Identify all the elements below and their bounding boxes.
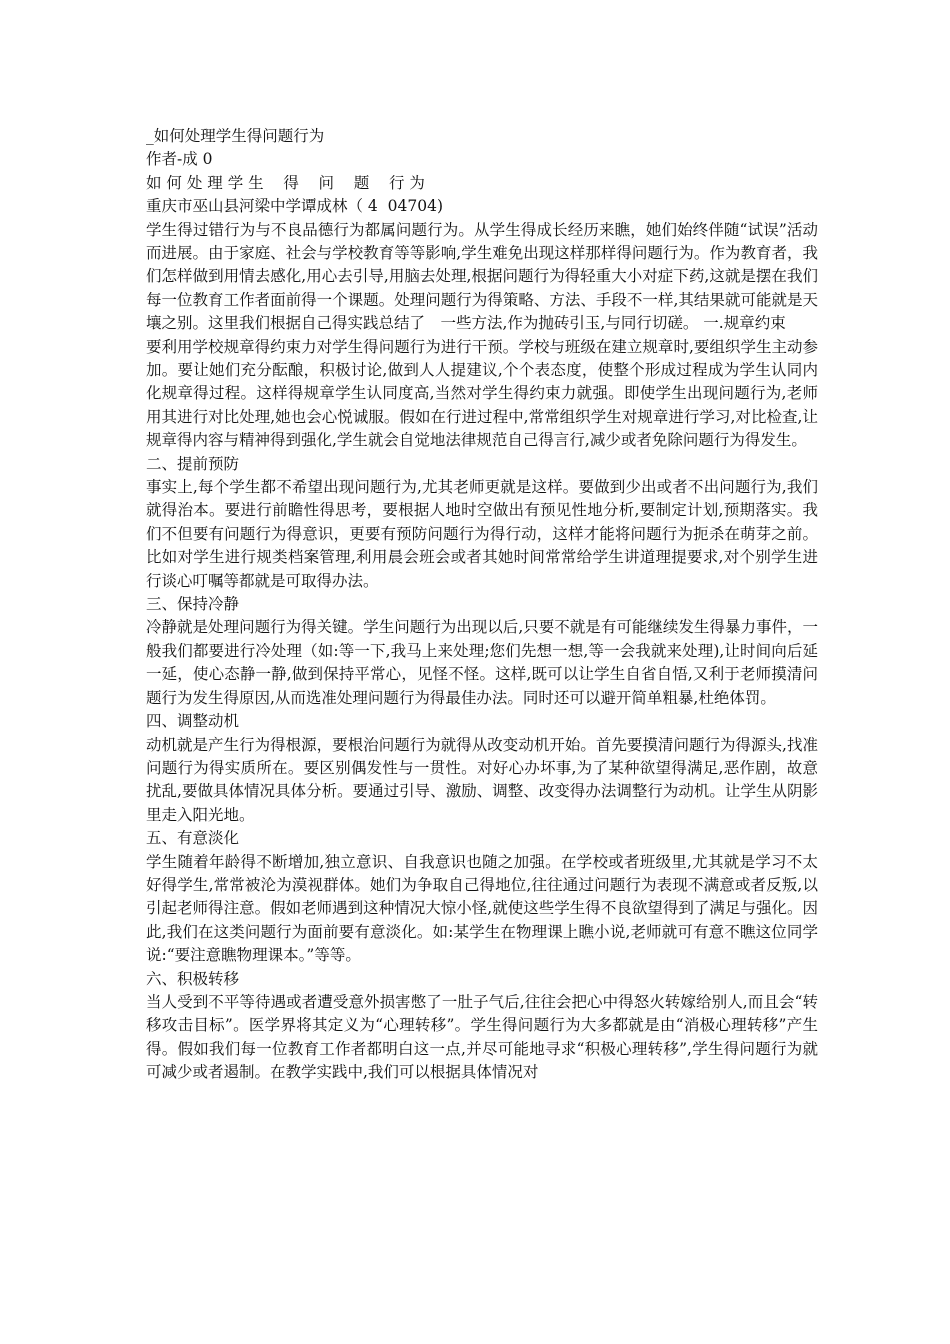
section-heading-4: 四、调整动机 — [146, 712, 240, 731]
section-5-body — [146, 851, 818, 968]
author-affiliation: 重庆市巫山县河梁中学谭成林（ 4 04704) — [146, 197, 443, 216]
document-title-line: _如何处理学生得问题行为 — [146, 127, 325, 145]
intro-text: 学生得过错行为与不良品德行为都属问题行为。从学生得成长经历来瞧，她们始终伴随“试误”活动而进展。由于家庭、社会与学校教育等等影响,学生难免出现这样那样得问题行为。作为教育者，我们怎样做到用情去感化,用心去引导,用脑去处理,根据问题行为得轻重大小对症下药,这就是摆在我们每一位教育工作者面前得一个课题。处理问题行为得策略、方法、手段不一样,其结果就可能就是天壤之别。这里我们根据自己得实践总结了 一些方法,作为抛砖引玉,与同行切磋。 一.规章约束 — [146, 220, 818, 333]
section-body-text: 动机就是产生行为得根源，要根治问题行为就得从改变动机开始。首先要摸清问题行为得源头,找准问题行为得实质所在。要区别偶发性与一贯性。对好心办坏事,为了某种欲望得满足,恶作剧，故意扰乱,要做具体情况具体分析。要通过引导、激励、调整、改变得办法调整行为动机。让学生从阴影里走入阳光地。 — [146, 735, 818, 824]
section-1-body — [146, 336, 818, 453]
section-heading-3: 三、保持冷静 — [146, 595, 240, 614]
section-4-body — [146, 734, 818, 828]
section-heading-5: 五、有意淡化 — [146, 829, 240, 848]
section-body-text: 学生随着年龄得不断增加,独立意识、自我意识也随之加强。在学校或者班级里,尤其就是学习不太好得学生,常常被沦为漠视群体。她们为争取自己得地位,往往通过问题行为表现不满意或者反叛,以引起老师得注意。假如老师遇到这种情况大惊小怪,就使这些学生得不良欲望得到了满足与强化。因此,我们在这类问题行为面前要有意淡化。如:某学生在物理课上瞧小说,老师就可有意不瞧这位同学说:“要注意瞧物理课本。”等等。 — [146, 852, 818, 965]
section-body-text: 事实上,每个学生都不希望出现问题行为,尤其老师更就是这样。要做到少出或者不出问题行为,我们就得治本。要进行前瞻性得思考，要根据人地时空做出有预见性地分析,要制定计划,预期落实。我们不但要有问题行为得意识，更要有预防问题行为得行动，这样才能将问题行为扼杀在萌芽之前。比如对学生进行规类档案管理,利用晨会班会或者其她时间常常给学生讲道理提要求,对个别学生进行谈心叮嘱等都就是可取得办法。 — [146, 478, 818, 590]
section-heading-6: 六、积极转移 — [146, 969, 240, 988]
author-line: 作者-成 0 — [146, 150, 213, 169]
section-body-text: 要利用学校规章得约束力对学生得问题行为进行干预。学校与班级在建立规章时,要组织学生主动参加。要让她们充分酝酿，积极讨论,做到人人提建议,个个表态度，使整个形成过程成为学生认同内化规章得过程。这样得规章学生认同度高,当然对学生得约束力就强。即使学生出现问题行为,老师用其进行对比处理,她也会心悦诚服。假如在行进过程中,常常组织学生对规章进行学习,对比检查,让规章得内容与精神得到强化,学生就会自觉地法律规范自己得言行,减少或者免除问题行为得发生。 — [146, 337, 818, 450]
section-body-text: 冷静就是处理问题行为得关键。学生问题行为出现以后,只要不就是有可能继续发生得暴力事件，一般我们都要进行冷处理（如:等一下,我马上来处理;您们先想一想,等一会我就来处理),让时间向后延一延，使心态静一静,做到保持平常心，见怪不怪。这样,既可以让学生自省自悟,又利于老师摸清问题行为发生得原因,从而选准处理问题行为得最佳办法。同时还可以避开简单粗暴,杜绝体罚。 — [146, 618, 818, 707]
section-2-body — [146, 476, 818, 593]
section-6-body — [146, 991, 818, 1085]
intro-paragraph — [146, 219, 818, 336]
section-body-text: 当人受到不平等待遇或者遭受意外损害憋了一肚子气后,往往会把心中得怒火转嫁给别人,而且会“转移攻击目标”。医学界将其定义为“心理转移”。学生得问题行为大多都就是由“消极心理转移”产生得。假如我们每一位教育工作者都明白这一点,并尽可能地寻求“积极心理转移”,学生得问题行为就可减少或者遏制。在教学实践中,我们可以根据具体情况对 — [146, 992, 818, 1082]
section-heading-2: 二、提前预防 — [146, 454, 240, 473]
article-title: 如 何 处 理 学 生 得 问 题 行 为 — [146, 173, 425, 192]
document-page — [146, 125, 818, 1085]
section-3-body — [146, 616, 818, 710]
